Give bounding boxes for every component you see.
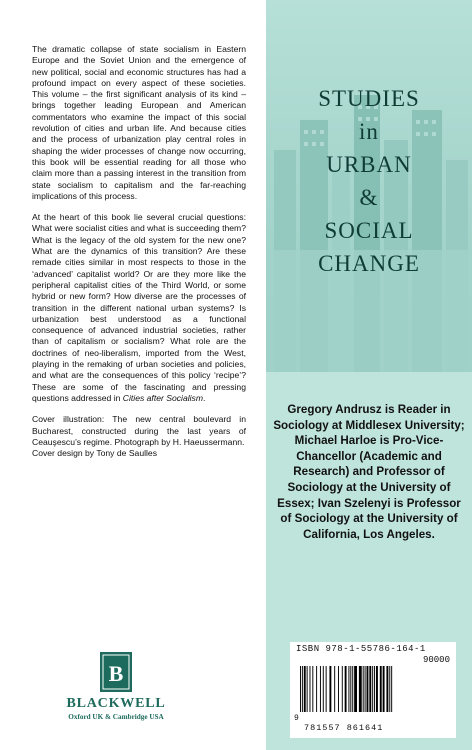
blurb-paragraph-2-text: At the heart of this book lie several crucial questions: What were socialist cities and what is succeeding them? What is the legacy of the old system for the new one? What are the dynamics of this transition? Are these remade cities similar in most respects to those in the ‘advanced’ capitalist world? Or are they more like the peripheral capitalist cities of the Third World, or some hybrid or new form? How diverse are the processes of transition in the different national urban systems? Is urbanization best understood as a functional consequence of advanced industrial societies, rather than of capitalism or socialism? What role are the doctrines of neo-liberalism, imported from the West, playing in the remaking of urban societies and policies, and what are the consequences of this policy ‘recipe’? These are some of the fascinating and pressing questions addressed in xyxy=(32,212,246,403)
barcode-bar xyxy=(352,666,353,712)
barcode-bar xyxy=(312,666,313,712)
barcode-box xyxy=(290,642,456,738)
barcode-bar xyxy=(302,666,303,712)
publisher-locations: Oxford UK & Cambridge USA xyxy=(68,713,164,721)
barcode-bar xyxy=(386,666,388,712)
barcode-bar xyxy=(338,666,339,712)
barcode-bar xyxy=(329,666,331,712)
barcode-bar xyxy=(365,666,366,712)
barcode-bar xyxy=(350,666,351,712)
barcode-bar xyxy=(376,666,378,712)
barcode-bar xyxy=(326,666,327,712)
barcode-bar xyxy=(389,666,390,712)
cover-design-credit: Cover design by Tony de Saulles xyxy=(32,448,158,459)
cover-illustration-credit: Cover illustration: The new central boulevard in Bucharest, constructed during the last years of Ceauşescu’s regime. Photograph by H. Haeussermann. xyxy=(32,414,246,447)
barcode-bar xyxy=(342,666,343,712)
blurb-paragraph-2 xyxy=(32,212,246,404)
back-cover-blurb xyxy=(32,44,246,459)
barcode-bar xyxy=(300,666,301,712)
ean-lead-digit: 9 xyxy=(294,714,299,723)
price-code: 90000 xyxy=(422,655,450,665)
barcode-bar xyxy=(363,666,364,712)
series-title-line-4: & xyxy=(359,185,379,210)
series-title-line-3: URBAN xyxy=(326,152,412,177)
barcode-bar xyxy=(367,666,369,712)
blurb-paragraph-1: The dramatic collapse of state socialism in Eastern Europe and the Soviet Union and the emergence of new political, social and economic structures has had a profound impact on every aspect of these societies. This volume – the first significant analysis of its kind – brings together leading European and American commentators who examine the impact of this social revolution of cities and urban life. And because cities and the process of urbanization play central roles in shaping the wider processes of change now occurring, this book will be essential reading for all those who claim more than a passing interest in the transition from state socialism to capitalism and the far-reaching implications of this process. xyxy=(32,44,246,201)
barcode-bar xyxy=(348,666,349,712)
barcode-bar xyxy=(369,666,371,712)
author-bio: Gregory Andrusz is Reader in Sociology at Middlesex University; Michael Harloe is Pro-Vice-Chancellor (Academic and Research) and Professor of Sociology at the University of Essex; Ivan Szelenyi is Professor of Sociology at the University of California, Los Angeles. xyxy=(273,403,465,541)
book-title-italic: Cities after Socialism xyxy=(122,392,204,403)
barcode-bar xyxy=(345,666,347,712)
series-title-line-6: CHANGE xyxy=(318,251,420,276)
barcode-bar xyxy=(374,666,375,712)
monogram-letter: B xyxy=(108,661,124,686)
barcode-bar xyxy=(391,666,392,712)
barcode-bar xyxy=(334,666,335,712)
barcode-bar xyxy=(310,666,311,712)
barcode-bar xyxy=(323,666,324,712)
isbn-number: ISBN 978-1-55786-164-1 xyxy=(296,644,426,654)
series-title xyxy=(266,82,472,280)
barcode-bar xyxy=(359,666,362,712)
blurb-paragraph-2-end: . xyxy=(203,392,206,403)
series-title-line-1: STUDIES xyxy=(318,86,420,111)
barcode-bar xyxy=(304,666,306,712)
barcode-bar xyxy=(320,666,321,712)
barcode-bar xyxy=(316,666,317,712)
barcode-bars xyxy=(294,666,452,716)
barcode-bar xyxy=(383,666,385,712)
series-title-line-5: SOCIAL xyxy=(324,218,414,243)
series-title-line-2: in xyxy=(359,119,379,144)
barcode-bar xyxy=(372,666,373,712)
barcode-bar xyxy=(380,666,382,712)
cityscape-photo xyxy=(266,0,472,372)
publisher-logo xyxy=(40,652,192,724)
barcode-bar xyxy=(307,666,308,712)
series-panel xyxy=(266,0,472,750)
ean-digits: 781557 861641 xyxy=(304,723,384,733)
publisher-name: BLACKWELL xyxy=(66,696,166,711)
barcode-bar xyxy=(354,666,357,712)
blackwell-monogram-icon xyxy=(100,652,132,692)
